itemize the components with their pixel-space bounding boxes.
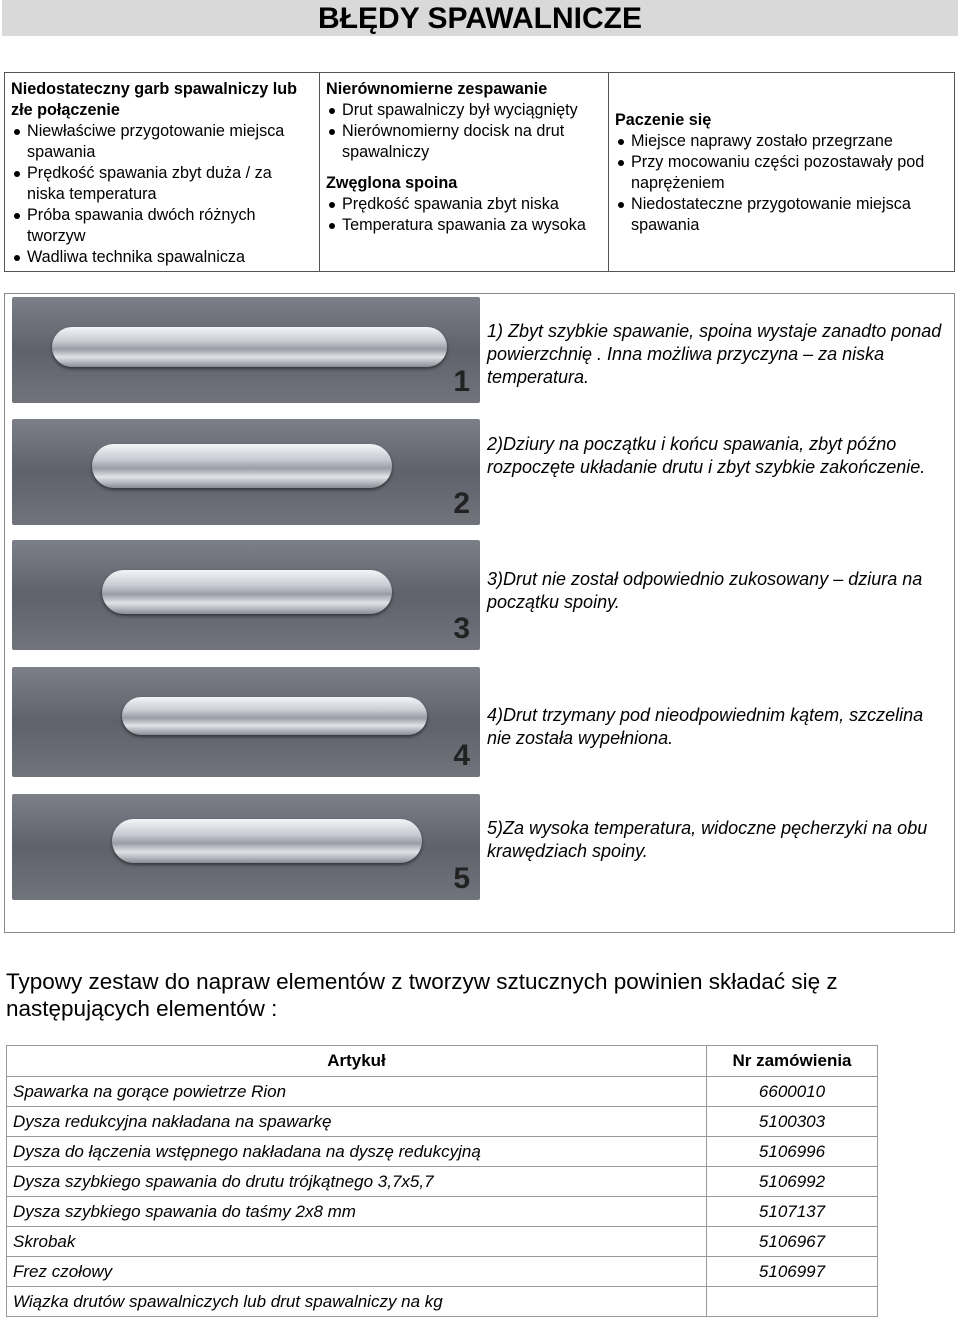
- error-item: Próba spawania dwóch różnych tworzyw: [11, 205, 313, 247]
- error-heading: Zwęglona spoina: [326, 174, 458, 192]
- error-list: [326, 100, 602, 163]
- article-name: Dysza szybkiego spawania do taśmy 2x8 mm: [7, 1197, 707, 1227]
- order-number: 5106996: [707, 1137, 878, 1167]
- order-number: 6600010: [707, 1077, 878, 1107]
- weld-photo-number: 5: [453, 862, 470, 895]
- order-number: 5107137: [707, 1197, 878, 1227]
- error-column-1: [5, 73, 320, 271]
- welding-errors-table: [4, 72, 955, 272]
- order-number: 5106992: [707, 1167, 878, 1197]
- article-name: Dysza redukcyjna nakładana na spawarkę: [7, 1107, 707, 1137]
- error-column-3: [609, 73, 954, 271]
- weld-example-caption: 3)Drut nie został odpowiednio zukosowany – dziura na początku spoiny.: [487, 569, 923, 612]
- order-number: 5106967: [707, 1227, 878, 1257]
- error-item: Niewłaściwe przygotowanie miejsca spawania: [11, 121, 313, 163]
- error-item: Drut spawalniczy był wyciągnięty: [326, 100, 602, 121]
- article-name: Skrobak: [7, 1227, 707, 1257]
- error-item: Nierównomierny docisk na drut spawalniczy: [326, 121, 602, 163]
- table-header-row: [7, 1046, 878, 1077]
- table-row: [7, 1167, 878, 1197]
- weld-example-caption: 1) Zbyt szybkie spawanie, spoina wystaje zanadto ponad powierzchnię . Inna możliwa przyczyna – za niska temperatura.: [487, 321, 942, 387]
- error-item: Przy mocowaniu części pozostawały pod naprężeniem: [615, 152, 948, 194]
- error-heading: Nierównomierne zespawanie: [326, 80, 548, 98]
- table-row: [7, 1107, 878, 1137]
- error-item: Temperatura spawania za wysoka: [326, 215, 602, 236]
- article-name: Dysza do łączenia wstępnego nakładana na dyszę redukcyjną: [7, 1137, 707, 1167]
- order-number: 5106997: [707, 1257, 878, 1287]
- weld-photo-5: [12, 794, 480, 900]
- error-item: Niedostateczne przygotowanie miejsca spawania: [615, 194, 948, 236]
- table-row: [7, 1197, 878, 1227]
- weld-photo-number: 4: [453, 739, 470, 772]
- error-item: Prędkość spawania zbyt niska: [326, 194, 602, 215]
- weld-photo-number: 2: [453, 487, 470, 520]
- column-header-order-number: Nr zamówienia: [707, 1046, 878, 1077]
- table-row: [7, 1257, 878, 1287]
- kit-table: [6, 1045, 878, 1317]
- order-number: [707, 1287, 878, 1317]
- error-list: [11, 121, 313, 268]
- column-header-article: Artykuł: [7, 1046, 707, 1077]
- error-list: [326, 194, 602, 236]
- weld-examples-panel: [4, 293, 955, 933]
- weld-photo-2: [12, 419, 480, 525]
- error-item: Miejsce naprawy zostało przegrzane: [615, 131, 948, 152]
- weld-photo-number: 3: [453, 612, 470, 645]
- weld-example-caption: 4)Drut trzymany pod nieodpowiednim kątem, szczelina nie została wypełniona.: [487, 705, 924, 748]
- title-bar: [2, 0, 958, 36]
- page-title: BŁĘDY SPAWALNICZE: [318, 2, 642, 35]
- error-column-2: [320, 73, 609, 271]
- article-name: Spawarka na gorące powietrze Rion: [7, 1077, 707, 1107]
- table-row: [7, 1227, 878, 1257]
- error-item: Wadliwa technika spawalnicza: [11, 247, 313, 268]
- table-row: [7, 1077, 878, 1107]
- article-name: Dysza szybkiego spawania do drutu trójkątnego 3,7x5,7: [7, 1167, 707, 1197]
- weld-photo-4: [12, 667, 480, 777]
- error-list: [615, 131, 948, 236]
- weld-example-caption: 5)Za wysoka temperatura, widoczne pęcherzyki na obu krawędziach spoiny.: [487, 818, 928, 861]
- kit-heading: Typowy zestaw do napraw elementów z tworzyw sztucznych powinien składać się z następujących elementów :: [6, 969, 838, 1021]
- weld-photo-3: [12, 540, 480, 650]
- table-row: [7, 1287, 878, 1317]
- weld-example-caption: 2)Dziury na początku i końcu spawania, zbyt późno rozpoczęte układanie drutu i zbyt szybkie zakończenie.: [487, 434, 926, 477]
- weld-photo-number: 1: [453, 365, 470, 398]
- error-item: Prędkość spawania zbyt duża / za niska temperatura: [11, 163, 313, 205]
- order-number: 5100303: [707, 1107, 878, 1137]
- article-name: Frez czołowy: [7, 1257, 707, 1287]
- article-name: Wiązka drutów spawalniczych lub drut spawalniczy na kg: [7, 1287, 707, 1317]
- weld-photo-1: [12, 297, 480, 403]
- table-row: [7, 1137, 878, 1167]
- error-heading: Paczenie się: [615, 111, 712, 129]
- error-heading: Niedostateczny garb spawalniczy lub złe połączenie: [11, 80, 298, 119]
